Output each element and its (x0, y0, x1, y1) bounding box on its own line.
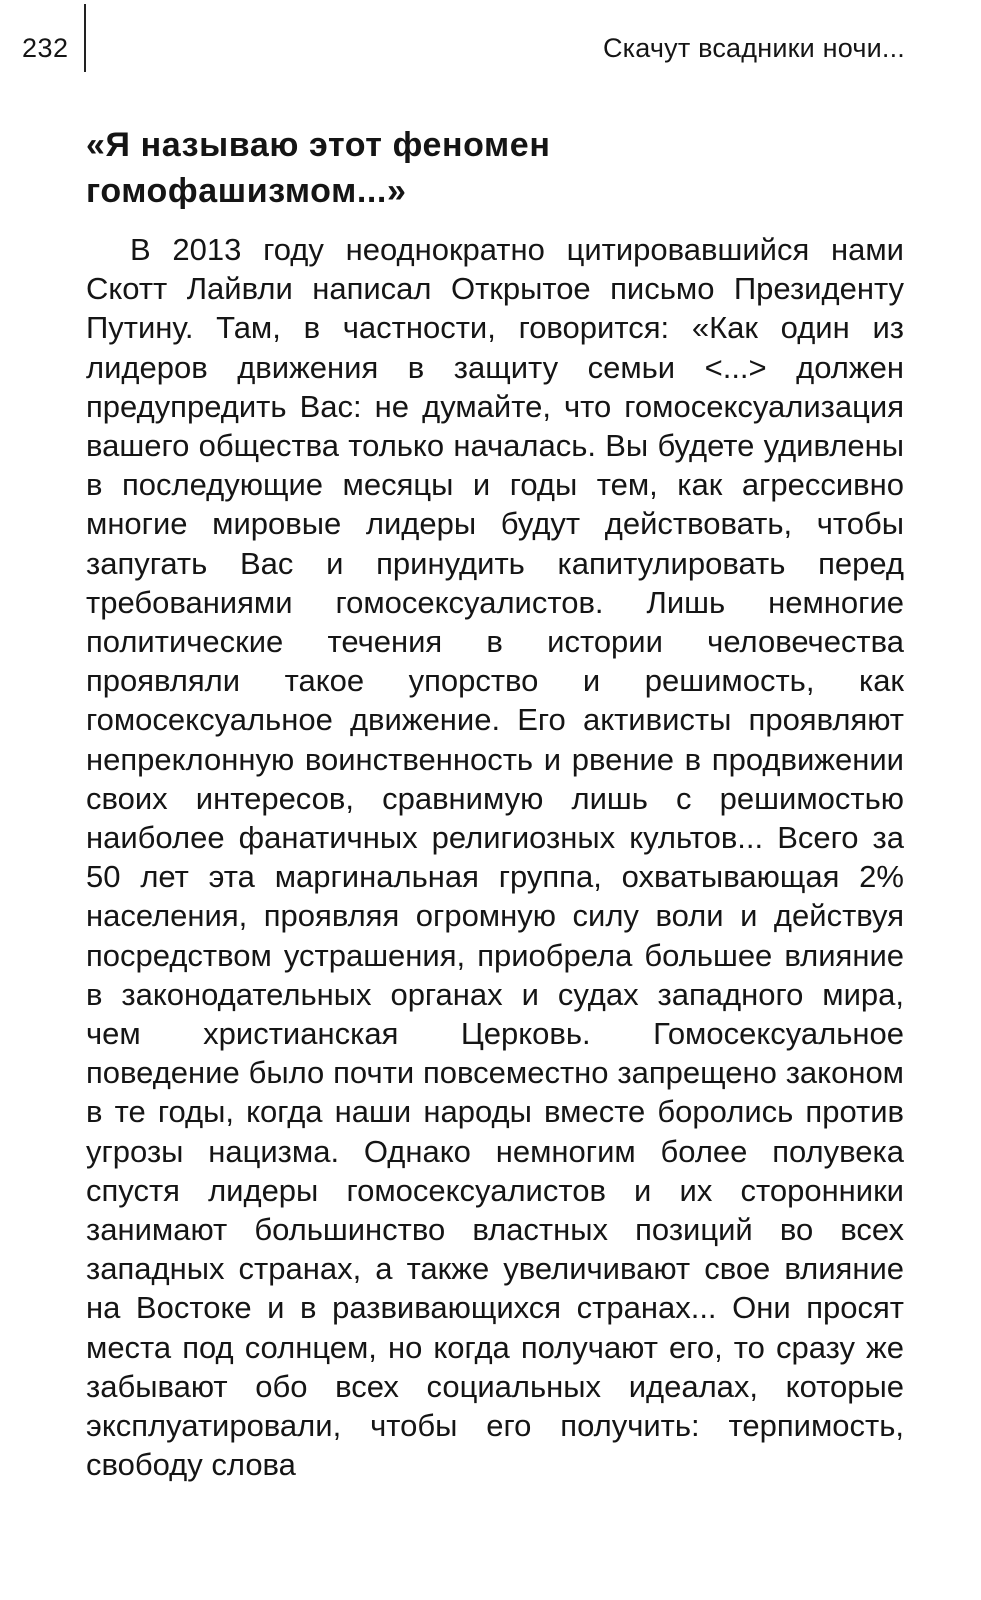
page-number: 232 (22, 33, 69, 63)
section-heading: «Я называю этот феномен гомофашизмом...» (86, 126, 551, 210)
header-divider (84, 4, 86, 72)
running-title: Скачут всадники ночи... (602, 33, 905, 63)
body-paragraph: В 2013 году неоднократно цитировавшийся нами Скотт Лайвли написал Открытое письмо Президенту Путину. Там, в частности, говорится: «Как один из лидеров движения в защиту семьи <...> должен предупредить Вас: не думайте, что гомосексуализация вашего общества только началась. Вы будете удивлены в последующие месяцы и годы тем, как агрессивно многие мировые лидеры будут действовать, чтобы запугать Вас и принудить капитулировать перед требованиями гомосексуалистов. Лишь немногие политические течения в истории человечества проявляли такое упорство и решимость, как гомосексуальное движение. Его активисты проявляют непреклонную воинственность и рвение в продвижении своих интересов, сравнимую лишь с решимостью наиболее фанатичных религиозных культов... Всего за 50 лет эта маргинальная группа, охватывающая 2% населения, проявляя огромную силу воли и действуя посредством устрашения, приобрела большее влияние в законодательных органах и судах западного мира, чем христианская Церковь. Гомосексуальное поведение было почти повсеместно запрещено законом в те годы, когда наши народы вместе боролись против угрозы нацизма. Однако немногим более полувека спустя лидеры гомосексуалистов и их сторонники занимают большинство властных позиций во всех западных странах, а также увеличивают свое влияние на Востоке и в развивающихся странах... Они просят места под солнцем, но когда получают его, то сразу же забывают обо всех социальных идеалах, которые эксплуатировали, чтобы его получить: терпимость, свободу слова (86, 232, 904, 1483)
